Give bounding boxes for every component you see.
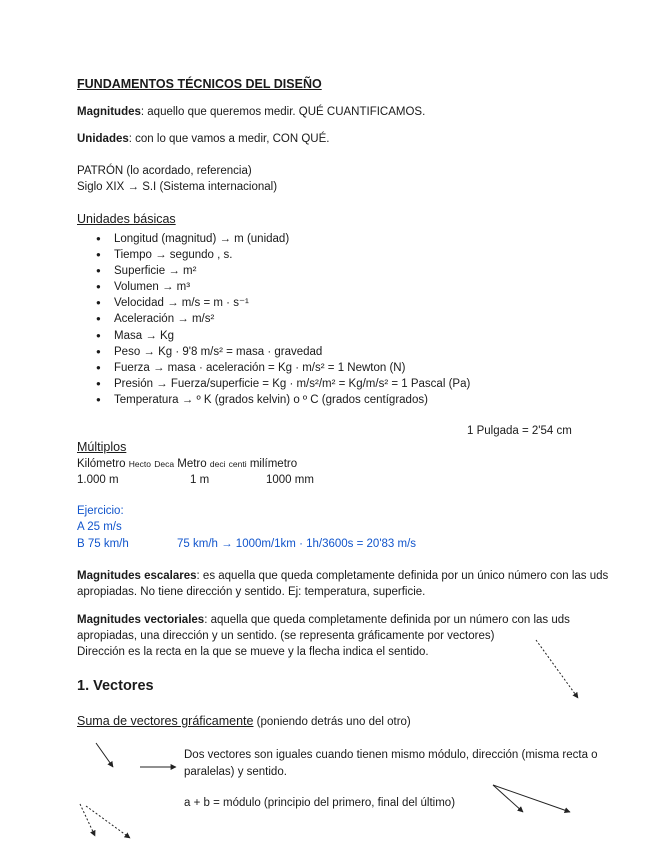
vectoriales-line2: apropiadas, una dirección y un sentido. (se representa gráficamente por vectores) (77, 630, 495, 642)
ejercicio-calc: 75 km/h → 1000m/1km · 1h/3600s = 20'83 m/s (177, 538, 417, 550)
list-item: ● Temperatura → º K (grados kelvin) o º C (grados centígrados) (78, 392, 470, 408)
vectoriales-text: : aquella que queda completamente definida por un número con las uds (204, 614, 570, 626)
iguales-line1: Dos vectores son iguales cuando tienen mismo módulo, dirección (misma recta o (184, 749, 598, 761)
multiplo-mili: milímetro (249, 458, 298, 470)
vectoriales-line3: Dirección es la recta en la que se mueve y la flecha indica el sentido. (77, 646, 429, 658)
pulgada-note: 1 Pulgada = 2'54 cm (467, 425, 572, 437)
magnitudes-text: : aquello que queremos medir. QUÉ CUANTIFICAMOS. (140, 106, 426, 118)
multiplo-centi: centi (228, 459, 247, 469)
multiplo-value-2: 1 m (190, 474, 210, 486)
list-item: ● Aceleración → m/s² (78, 311, 470, 327)
multiplo-value-1: 1.000 m (77, 474, 119, 486)
patron-line: PATRÓN (lo acordado, referencia) (77, 165, 252, 177)
iguales-line2: paralelas) y sentido. (184, 766, 287, 778)
list-item: ● Presión → Fuerza/superficie = Kg · m/s²/m² = Kg/m/s² = 1 Pascal (Pa) (78, 376, 470, 392)
list-item: ● Masa → Kg (78, 328, 470, 344)
multiplo-deci: deci (209, 459, 226, 469)
siglo-line: Siglo XIX → S.I (Sistema internacional) (77, 181, 278, 193)
list-item: ● Superficie → m² (78, 263, 470, 279)
magnitudes-label: Magnitudes (77, 106, 141, 118)
vectoriales-label: Magnitudes vectoriales (77, 614, 205, 626)
ejercicio-a: A 25 m/s (77, 521, 122, 533)
unidades-text: : con lo que vamos a medir, CON QUÉ. (128, 133, 330, 145)
page-title: FUNDAMENTOS TÉCNICOS DEL DISEÑO (77, 77, 322, 91)
suma-heading: Suma de vectores gráficamente (77, 714, 254, 728)
dashed-vector-arrow (536, 640, 578, 698)
dashed-vector-arrow (80, 804, 95, 836)
list-item: ● Volumen → m³ (78, 279, 470, 295)
vector-arrow (493, 785, 523, 812)
vector-arrow (493, 785, 570, 812)
vector-arrow (96, 743, 113, 767)
escalares-label: Magnitudes escalares (77, 570, 197, 582)
list-item: ● Longitud (magnitud) → m (unidad) (78, 231, 470, 247)
list-item: ● Tiempo → segundo , s. (78, 247, 470, 263)
list-item: ● Peso → Kg · 9'8 m/s² = masa · gravedad (78, 344, 470, 360)
multiplo-deca: Deca (154, 459, 175, 469)
list-item: ● Velocidad → m/s = m · s⁻¹ (78, 295, 470, 311)
modulo-line: a + b = módulo (principio del primero, final del último) (184, 797, 456, 809)
list-item: ● Fuerza → masa · aceleración = Kg · m/s² = 1 Newton (N) (78, 360, 470, 376)
multiplo-metro: Metro (177, 458, 207, 470)
multiplo-km: Kilómetro (77, 458, 126, 470)
escalares-text: : es aquella que queda completamente definida por un único número con las uds (196, 570, 609, 582)
multiplos-heading: Múltiplos (77, 440, 127, 454)
dashed-vector-arrow (86, 806, 130, 838)
escalares-line2: apropiadas. No tiene dirección y sentido. Ej: temperatura, superficie. (77, 586, 426, 598)
basicas-heading: Unidades básicas (77, 212, 176, 226)
multiplo-value-3: 1000 mm (266, 474, 314, 486)
vectores-heading: 1. Vectores (77, 678, 154, 694)
ejercicio-heading: Ejercicio: (77, 505, 124, 517)
multiplo-hecto: Hecto (128, 459, 151, 469)
unidades-label: Unidades (77, 133, 129, 145)
ejercicio-b: B 75 km/h (77, 538, 129, 550)
suma-note: (poniendo detrás uno del otro) (253, 716, 411, 728)
